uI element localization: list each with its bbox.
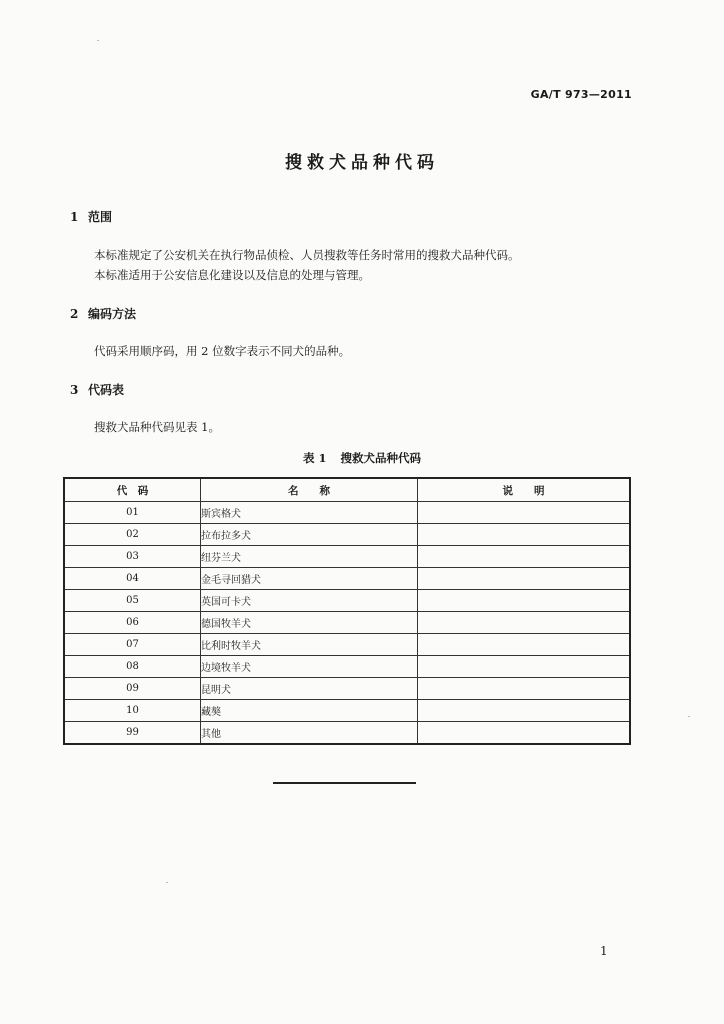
page-number: 1 <box>600 944 608 958</box>
row-code: 02 <box>64 524 201 546</box>
row-note <box>418 678 631 700</box>
section-1-number: 1 <box>70 210 79 224</box>
row-code: 03 <box>64 546 201 568</box>
row-note <box>418 612 631 634</box>
scan-speck <box>97 40 99 41</box>
row-name: 拉布拉多犬 <box>201 524 418 546</box>
header-note: 说 明 <box>418 478 631 502</box>
row-name: 昆明犬 <box>201 678 418 700</box>
table-row <box>64 612 630 634</box>
row-code: 10 <box>64 700 201 722</box>
table-row <box>64 678 630 700</box>
table-caption <box>0 450 724 466</box>
row-name: 比利时牧羊犬 <box>201 634 418 656</box>
row-code: 06 <box>64 612 201 634</box>
row-code: 04 <box>64 568 201 590</box>
row-code: 07 <box>64 634 201 656</box>
section-2-title: 编码方法 <box>88 307 137 321</box>
row-name: 德国牧羊犬 <box>201 612 418 634</box>
row-code: 09 <box>64 678 201 700</box>
standard-code: GA/T 973—2011 <box>530 88 632 101</box>
header-name: 名 称 <box>201 478 418 502</box>
table-row <box>64 502 630 524</box>
row-code: 01 <box>64 502 201 524</box>
header-code: 代 码 <box>64 478 201 502</box>
row-name: 纽芬兰犬 <box>201 546 418 568</box>
section-1-heading <box>70 208 112 225</box>
table-row <box>64 590 630 612</box>
row-note <box>418 524 631 546</box>
table-caption-title: 搜救犬品种代码 <box>340 451 421 465</box>
table-row <box>64 722 630 745</box>
row-note <box>418 546 631 568</box>
scan-speck <box>166 882 168 883</box>
row-note <box>418 502 631 524</box>
table-row <box>64 546 630 568</box>
row-name: 金毛寻回猎犬 <box>201 568 418 590</box>
section-2-heading <box>70 305 136 322</box>
section-2-number: 2 <box>70 307 79 321</box>
breed-code-table <box>63 477 631 745</box>
table-caption-label: 表 1 <box>302 451 327 465</box>
document-title: 搜救犬品种代码 <box>285 153 439 173</box>
row-note <box>418 634 631 656</box>
row-name: 英国可卡犬 <box>201 590 418 612</box>
section-1-title: 范围 <box>88 210 113 224</box>
row-name: 其他 <box>201 722 418 745</box>
section-1-paragraph-1: 本标准规定了公安机关在执行物品侦检、人员搜救等任务时常用的搜救犬品种代码。 <box>94 248 520 262</box>
section-3-paragraph-1: 搜救犬品种代码见表 1。 <box>94 420 220 434</box>
table-row <box>64 568 630 590</box>
section-3-number: 3 <box>70 383 79 397</box>
table-row <box>64 634 630 656</box>
table-row <box>64 700 630 722</box>
row-name: 边境牧羊犬 <box>201 656 418 678</box>
scan-speck <box>688 716 690 717</box>
row-name: 斯宾格犬 <box>201 502 418 524</box>
row-note <box>418 722 631 745</box>
section-3-heading <box>70 381 124 398</box>
row-code: 08 <box>64 656 201 678</box>
section-3-title: 代码表 <box>88 383 125 397</box>
row-note <box>418 590 631 612</box>
table-row <box>64 524 630 546</box>
row-code: 99 <box>64 722 201 745</box>
table-header-row <box>64 478 630 502</box>
row-name: 藏獒 <box>201 700 418 722</box>
section-2-paragraph-1: 代码采用顺序码，用 2 位数字表示不同犬的品种。 <box>94 344 351 358</box>
table-row <box>64 656 630 678</box>
end-of-standard-rule <box>273 782 416 784</box>
row-note <box>418 568 631 590</box>
section-1-paragraph-2: 本标准适用于公安信息化建设以及信息的处理与管理。 <box>94 268 370 282</box>
row-note <box>418 656 631 678</box>
row-code: 05 <box>64 590 201 612</box>
row-note <box>418 700 631 722</box>
